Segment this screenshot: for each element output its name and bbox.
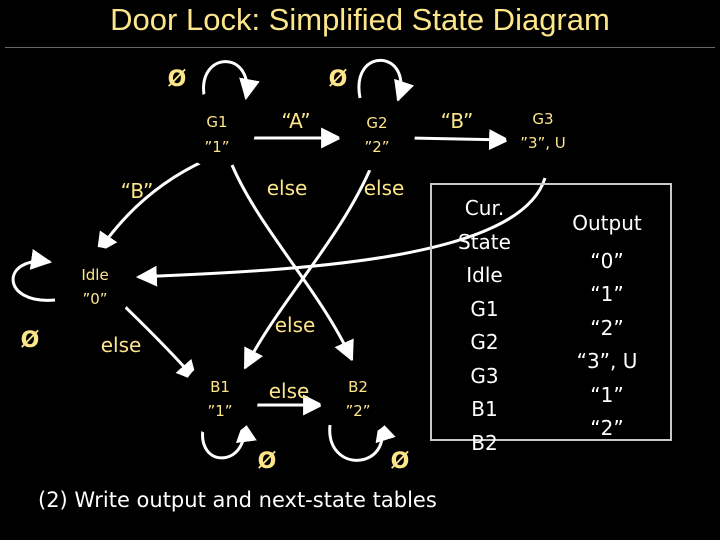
- caption: (2) Write output and next-state tables: [38, 488, 437, 512]
- label-else-idle: else: [100, 333, 142, 357]
- svg-text:Idle: Idle: [81, 266, 109, 284]
- output-table: [430, 183, 672, 455]
- state-b2: [320, 360, 396, 436]
- state-idle: [57, 247, 133, 323]
- edge-g2-g3: [410, 138, 508, 140]
- output-header: Output: [572, 211, 642, 235]
- state-header-line1: Cur.: [464, 196, 505, 220]
- output-cell: “1”: [590, 282, 624, 306]
- label-b-idle: “B”: [120, 179, 154, 203]
- state-g2: [339, 95, 415, 171]
- state-g1: [179, 92, 255, 168]
- svg-text:”2”: ”2”: [364, 138, 390, 156]
- label-else-g3: else: [274, 313, 316, 337]
- output-cell: “1”: [590, 382, 624, 407]
- output-column: [547, 207, 667, 446]
- output-cell: “3”, U: [576, 349, 638, 373]
- edge-g1-idle: [98, 160, 206, 252]
- state-header-line2: State: [458, 229, 511, 254]
- output-cell: “2”: [590, 315, 624, 340]
- empty-label-b2: Ø: [390, 449, 410, 474]
- svg-text:”0”: ”0”: [82, 290, 108, 308]
- svg-text:G2: G2: [366, 114, 388, 132]
- svg-text:B2: B2: [348, 378, 368, 396]
- label-else-g1: else: [266, 176, 308, 200]
- label-a: “A”: [281, 109, 311, 133]
- state-cell: B1: [471, 397, 498, 421]
- state-g3: [505, 92, 581, 168]
- empty-label-b1: Ø: [257, 449, 277, 474]
- svg-text:”3”, U: ”3”, U: [520, 134, 566, 152]
- svg-text:”1”: ”1”: [207, 402, 233, 420]
- svg-text:G3: G3: [532, 110, 554, 128]
- output-cell: “0”: [590, 248, 624, 273]
- state-cell: B2: [471, 430, 498, 455]
- label-else-g2: else: [363, 176, 405, 200]
- label-b-g2: “B”: [440, 109, 474, 133]
- svg-text:B1: B1: [210, 378, 230, 396]
- self-loop-idle: [13, 261, 55, 300]
- self-loop-g1: [204, 62, 247, 98]
- state-cell: G1: [470, 296, 499, 321]
- state-cell: G3: [470, 363, 499, 388]
- svg-text:”1”: ”1”: [204, 138, 230, 156]
- empty-label-g2: Ø: [328, 67, 348, 92]
- self-loop-g2: [359, 60, 401, 100]
- state-column: [442, 192, 527, 460]
- svg-text:G1: G1: [206, 113, 228, 131]
- state-cell: Idle: [466, 263, 503, 287]
- label-else-b1: else: [268, 379, 310, 403]
- page-title: Door Lock: Simplified State Diagram: [110, 2, 610, 37]
- output-cell: “2”: [590, 416, 624, 440]
- state-cell: G2: [470, 330, 499, 354]
- state-b1: [182, 360, 258, 436]
- empty-label-g1: Ø: [167, 67, 187, 92]
- svg-text:”2”: ”2”: [345, 402, 371, 420]
- empty-label-idle: Ø: [20, 328, 40, 353]
